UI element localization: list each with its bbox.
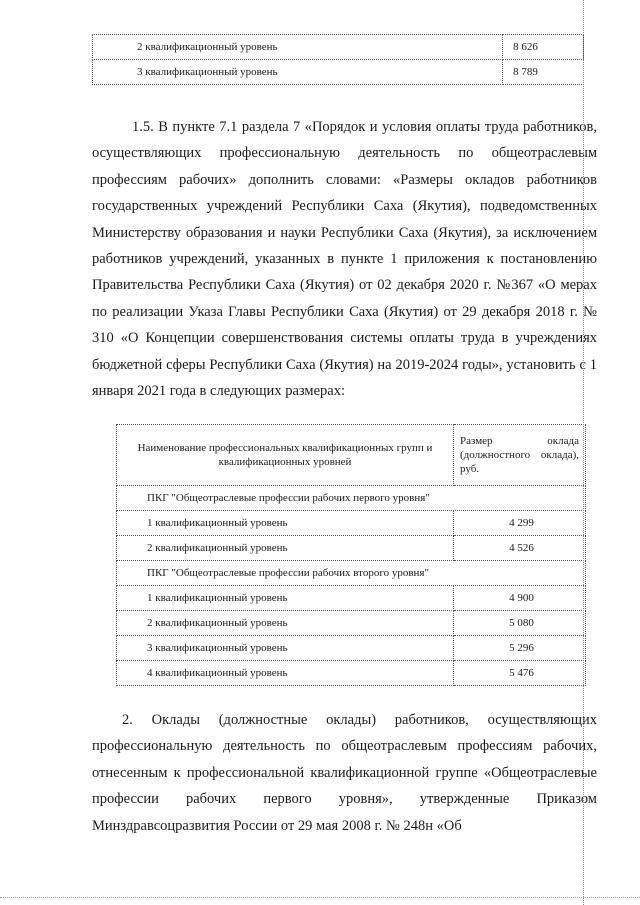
salary-table: [116, 424, 586, 686]
table-row: [117, 586, 586, 611]
table-header-row: [117, 425, 586, 486]
table-row: [93, 60, 584, 85]
group-row: [117, 561, 586, 586]
group-title: ПКГ "Общеотраслевые профессии рабочих второго уровня": [117, 561, 586, 586]
salary-value: 5 080: [454, 611, 586, 636]
table-row: [117, 661, 586, 686]
salary-value: 4 299: [454, 511, 586, 536]
level-name: 3 квалификационный уровень: [93, 60, 503, 85]
salary-table-fragment: [92, 34, 584, 85]
level-name: 1 квалификационный уровень: [117, 511, 454, 536]
group-row: [117, 486, 586, 511]
scan-edge-line: [583, 0, 584, 905]
salary-value: 4 526: [454, 536, 586, 561]
salary-value: 4 900: [454, 586, 586, 611]
salary-value: 5 476: [454, 661, 586, 686]
header-group-name: Наименование профессиональных квалификационных групп и квалификационных уровней: [117, 425, 454, 486]
paragraph-1-5: 1.5. В пункте 7.1 раздела 7 «Порядок и условия оплаты труда работников, осуществляющих профессиональную деятельность по общеотраслевым профессиям рабочих» дополнить словами: «Размеры окладов работников государственных учреждений Республики Саха (Якутия), подведомственных Министерству образования и науки Республики Саха (Якутия), за исключением работников учреждений, указанных в пункте 1 приложения к постановлению Правительства Республики Саха (Якутия) от 02 декабря 2020 г. №367 «О мерах по реализации Указа Главы Республики Саха (Якутия) от 29 декабря 2018 г. № 310 «О Концепции совершенствования системы оплаты труда в учреждениях бюджетной сферы Республики Саха (Якутия) на 2019-2024 годы», установить с 1 января 2021 года в следующих размерах:: [92, 119, 597, 400]
table-row: [117, 511, 586, 536]
salary-value: 8 626: [503, 35, 584, 60]
group-title: ПКГ "Общеотраслевые профессии рабочих первого уровня": [117, 486, 586, 511]
paragraph-2: 2. Оклады (должностные оклады) работников, осуществляющих профессиональную деятельность по общеотраслевым профессиям рабочих, отнесенным к профессиональной квалификационной группе «Общеотраслевые профессии рабочих первого уровня», утвержденные Приказом Минздравсоцразвития России от 29 мая 2008 г. № 248н «Об: [92, 712, 597, 834]
level-name: 4 квалификационный уровень: [117, 661, 454, 686]
level-name: 3 квалификационный уровень: [117, 636, 454, 661]
level-name: 2 квалификационный уровень: [93, 35, 503, 60]
table-row: [117, 536, 586, 561]
salary-value: 5 296: [454, 636, 586, 661]
table-row: [117, 611, 586, 636]
scan-edge-line: [0, 897, 640, 898]
table-row: [93, 35, 584, 60]
level-name: 2 квалификационный уровень: [117, 536, 454, 561]
level-name: 2 квалификационный уровень: [117, 611, 454, 636]
table-row: [117, 636, 586, 661]
level-name: 1 квалификационный уровень: [117, 586, 454, 611]
salary-value: 8 789: [503, 60, 584, 85]
header-salary-size: Размер оклада (должностного оклада), руб.: [454, 425, 586, 486]
